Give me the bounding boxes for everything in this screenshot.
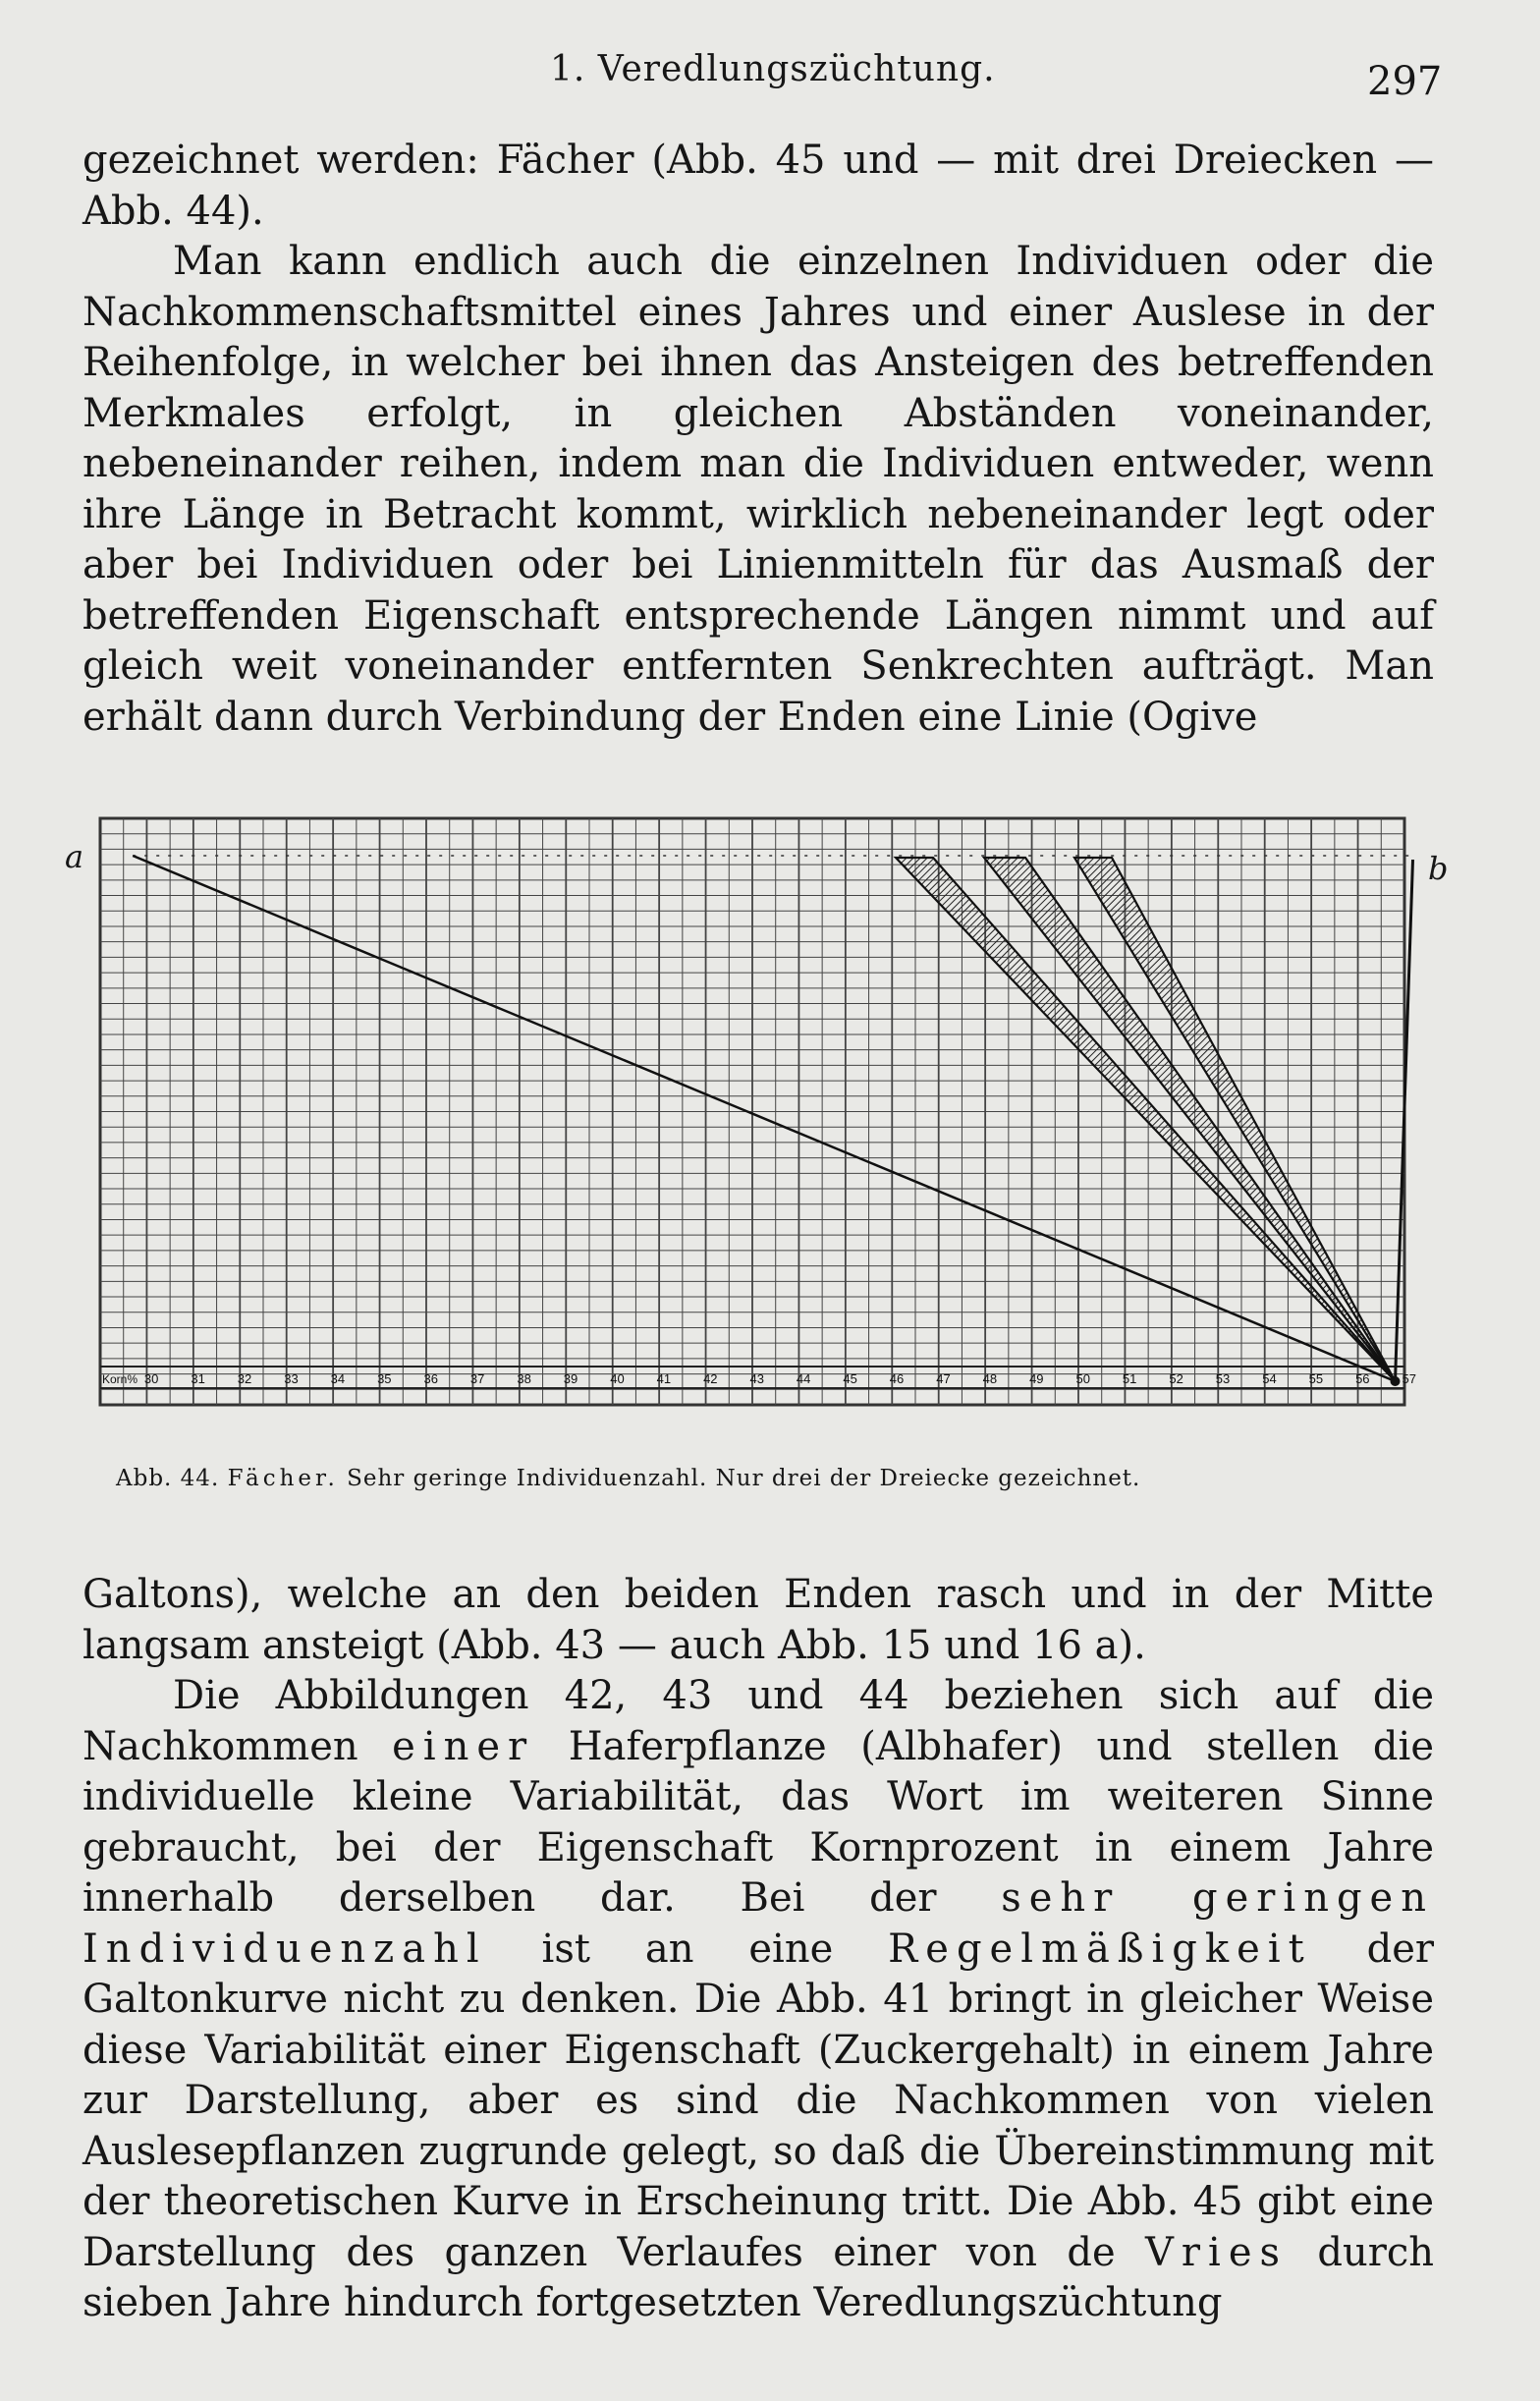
- page-header: [0, 41, 1540, 110]
- figure-facher: [39, 801, 1501, 1429]
- axis-tick-label: 40: [610, 1371, 625, 1386]
- axis-tick-label: 36: [423, 1371, 438, 1386]
- paragraph-top-sentence-2: Man kann endlich auch die einzelnen Individuen oder die Nachkommenschaftsmittel eines Jahres und einer Auslese in der Reihenfolge, in welcher bei ihnen das Ansteigen des betreffenden Merkmales erfolgt, in gleichen Abständen voneinander, nebeneinander reihen, indem man die Individuen entweder, wenn ihre Länge in Betracht kommt, wirklich nebeneinander legt oder aber bei Individuen oder bei Linienmitteln für das Ausmaß der betreffenden Eigenschaft entsprechende Längen nimmt und auf gleich weit voneinander entfernten Senkrechten aufträgt. Man erhält dann durch Verbindung der Enden eine Linie (Ogive: [82, 239, 1434, 740]
- axis-tick-label: 48: [982, 1371, 998, 1386]
- axis-tick-label: 38: [517, 1371, 531, 1386]
- fan-triangle: [1074, 858, 1396, 1381]
- axis-tick-label: 31: [191, 1371, 205, 1386]
- axis-tick-label: 47: [936, 1371, 951, 1386]
- axis-tick-label: 55: [1308, 1371, 1324, 1386]
- axis-tick-label: 30: [143, 1371, 159, 1386]
- axis-tick-label: 34: [330, 1371, 346, 1386]
- axis-tick-label: 51: [1122, 1371, 1137, 1386]
- paragraph-bottom-spaced-vries: Vries: [1145, 2229, 1289, 2275]
- axis-tick-label: 52: [1169, 1371, 1183, 1386]
- axis-tick-label: 32: [237, 1371, 252, 1386]
- axis-first-label: Korn%: [102, 1372, 138, 1386]
- paragraph-bottom-text-6: ist an eine: [541, 1926, 834, 1972]
- paragraph-bottom-spaced-einer: einer: [392, 1723, 535, 1769]
- paragraph-bottom-text-8: der Galtonkurve nicht zu denken. Die Abb. 41 bringt in gleicher Weise diese Variabilität einer Eigenschaft (Zuckergehalt) in einem Jahre zur Darstellung, aber es sind die Nachkommen von vielen Auslesepflanzen zugrunde gelegt, so daß die Übereinstimmung mit der theoretischen Kurve in Erscheinung tritt. Die Abb. 45 gibt eine Darstellung des ganzen Verlaufes einer von de: [82, 1926, 1434, 2275]
- axis-tick-label: 50: [1075, 1371, 1090, 1386]
- axis-tick-label: 35: [377, 1371, 392, 1386]
- caption-title: Fächer.: [227, 1466, 339, 1491]
- axis-tick-label: 33: [284, 1371, 299, 1386]
- fan-triangle: [984, 858, 1396, 1381]
- figure-label-a: a: [65, 838, 84, 875]
- axis-tick-label: 44: [796, 1371, 811, 1386]
- grid: [100, 818, 1404, 1405]
- axis-tick-label: 43: [749, 1371, 764, 1386]
- paragraph-top-sentence-1: gezeichnet werden: Fächer (Abb. 45 und — mit drei Dreiecken — Abb. 44).: [82, 138, 1434, 234]
- paragraph-bottom-text-1: Galtons), welche an den beiden Enden rasch und in der Mitte langsam ansteigt (Abb. 43 — auch Abb. 15 und 16 a).: [82, 1572, 1434, 1668]
- paragraph-bottom-text-2: Die Abbildungen 42, 43 und 44 beziehen sich auf die Nachkommen: [82, 1673, 1434, 1769]
- fan-triangles: [896, 858, 1396, 1381]
- axis-tick-label: 56: [1355, 1371, 1370, 1386]
- axis-tick-label: 57: [1402, 1371, 1416, 1386]
- axis-tick-label: 42: [703, 1371, 718, 1386]
- axis-tick-label: 54: [1262, 1371, 1277, 1386]
- paragraph-bottom-text-4: Haferpflanze (Albhafer) und stellen die individuelle kleine Variabilität, das Wort im weiteren Sinne gebraucht, bei der Eigenschaft Kornprozent in einem Jahre innerhalb derselben dar. Bei der: [82, 1723, 1434, 1921]
- axis-tick-label: 39: [563, 1371, 578, 1386]
- axis-tick-label: 41: [656, 1371, 672, 1386]
- fan-diagram: [39, 801, 1501, 1429]
- paragraph-bottom: [82, 1570, 1434, 2329]
- page-number: 297: [1367, 59, 1443, 104]
- running-head: 1. Veredlungszüchtung.: [550, 49, 996, 89]
- paragraph-bottom-text-10: durch sieben Jahre hindurch fortgesetzten Veredlungszüchtung: [82, 2229, 1434, 2325]
- paragraph-bottom-spaced-regelmaessigkeit: Regelmäßigkeit: [888, 1926, 1312, 1972]
- figure-caption: [116, 1466, 1422, 1491]
- fan-apex: [1391, 1376, 1401, 1386]
- axis-tick-label: 53: [1215, 1371, 1231, 1386]
- axis-tick-label: 37: [469, 1371, 485, 1386]
- caption-number: Abb. 44.: [116, 1466, 220, 1491]
- axis-tick-label: 46: [889, 1371, 905, 1386]
- caption-text: Sehr geringe Individuenzahl. Nur drei der Dreiecke gezeichnet.: [347, 1466, 1141, 1491]
- paragraph-top: [82, 136, 1434, 743]
- axis-tick-label: 49: [1029, 1371, 1044, 1386]
- figure-label-b: b: [1428, 850, 1449, 887]
- paragraph-bottom-spaced-individuenzahl: sehr geringen Individuenzahl: [82, 1875, 1434, 1972]
- fan-lines: [133, 856, 1414, 1386]
- axis-tick-label: 45: [843, 1371, 857, 1386]
